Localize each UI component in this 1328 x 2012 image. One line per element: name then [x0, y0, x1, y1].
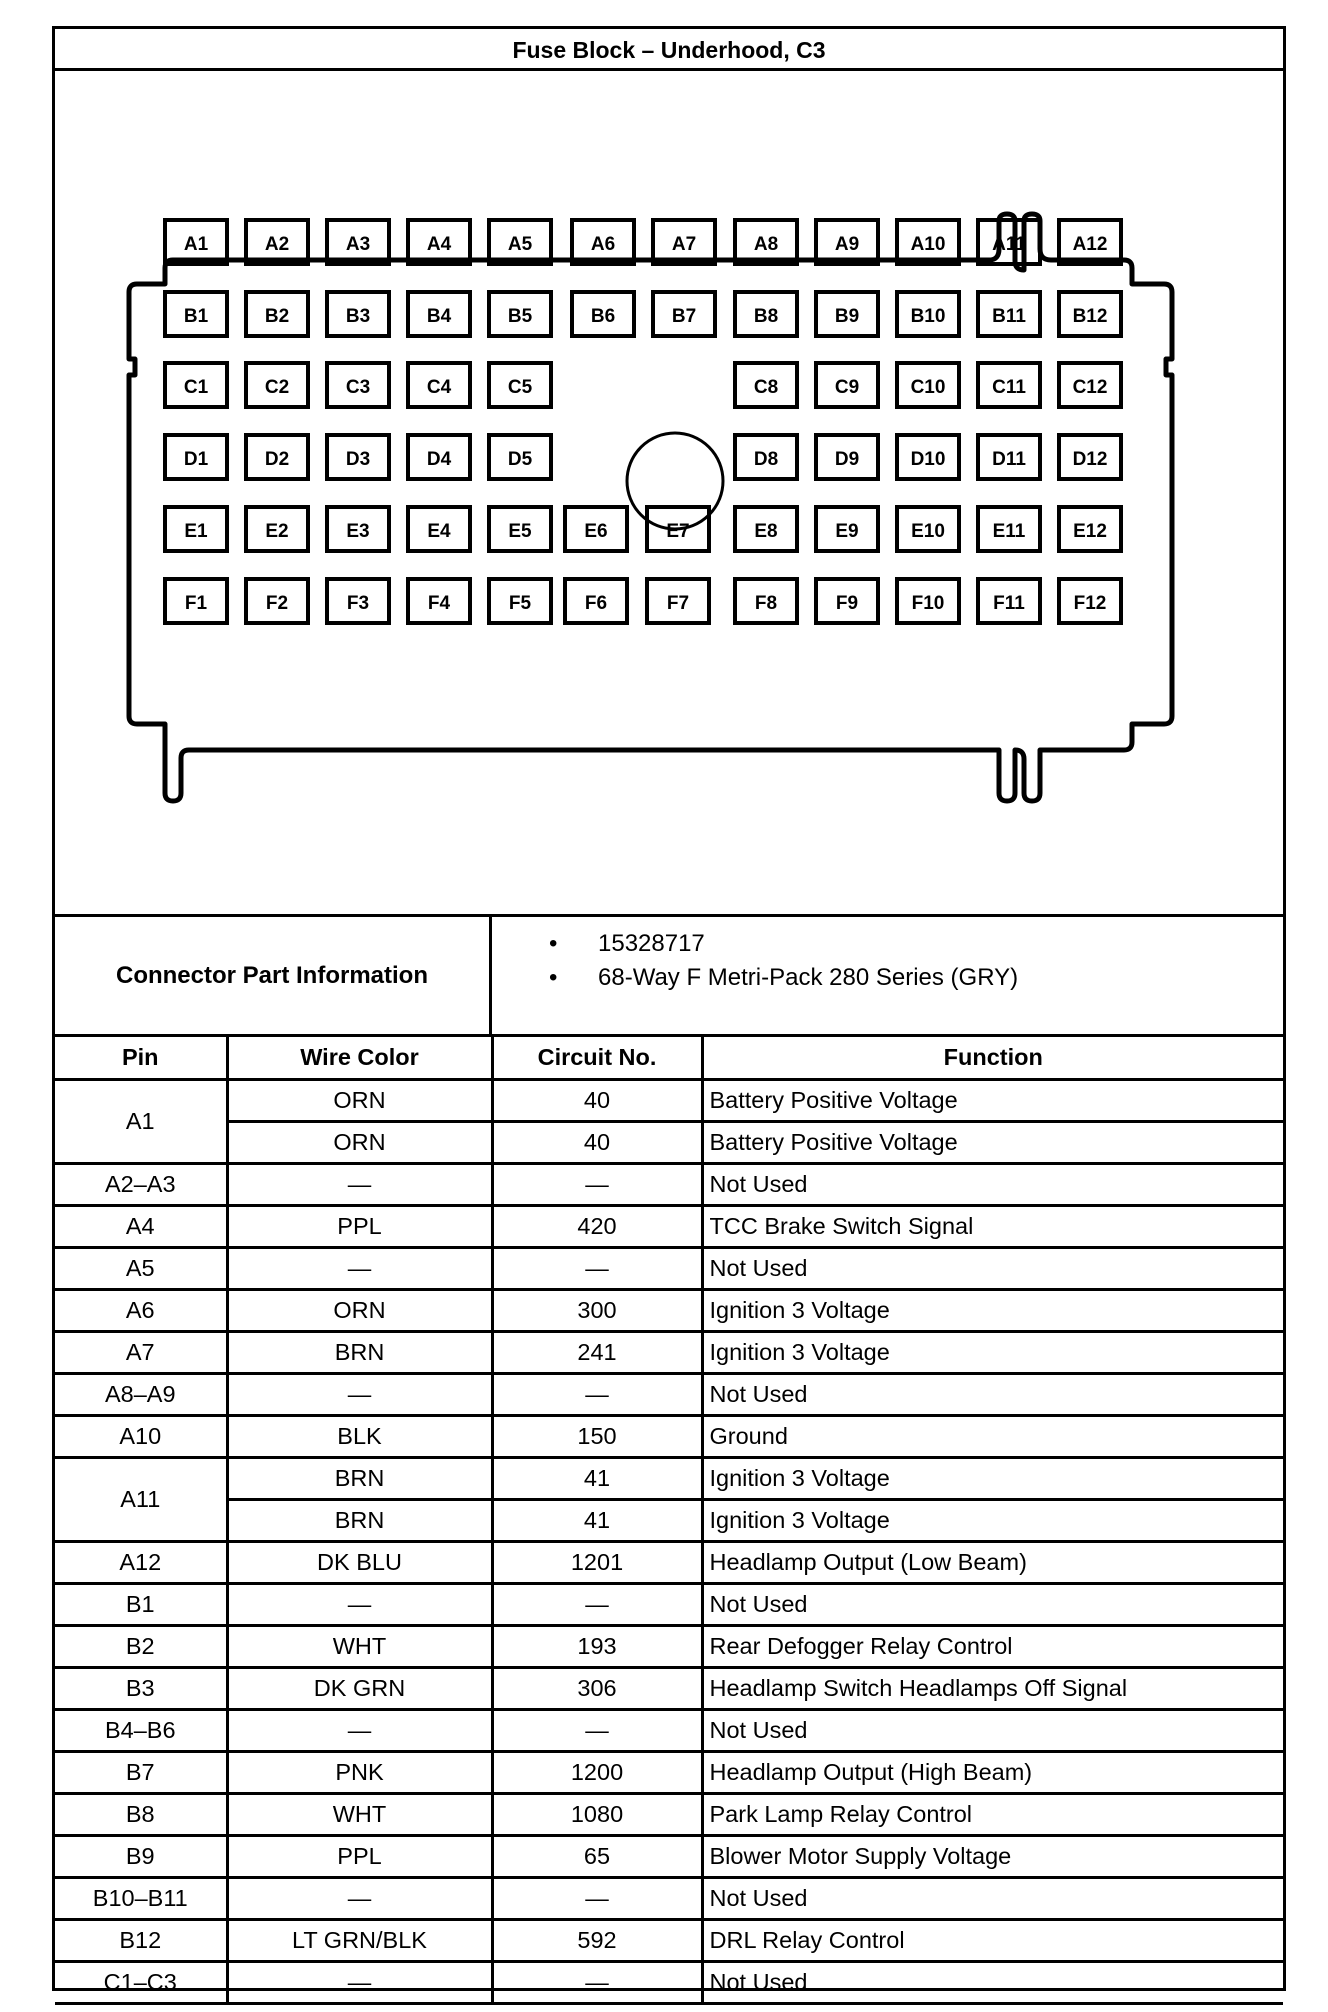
cavity-label: D9	[834, 449, 860, 470]
pin-cell: B4–B6	[55, 1709, 227, 1751]
cavity-label: B9	[834, 306, 860, 327]
cavity-label: F5	[508, 593, 532, 614]
circuit-no-cell: 193	[492, 1625, 702, 1667]
cavity-d12	[1059, 435, 1121, 479]
cavity-label: D2	[264, 449, 290, 470]
circuit-no-cell: —	[492, 1163, 702, 1205]
cavity-a11	[978, 220, 1040, 264]
cavity-label: C5	[507, 377, 533, 398]
cavity-a4	[408, 220, 470, 264]
cavity-label: D12	[1072, 449, 1108, 470]
header-wire-color: Wire Color	[227, 1037, 492, 1079]
table-row	[55, 1373, 1283, 1415]
cavity-f9	[816, 579, 878, 623]
cavity-f8	[735, 579, 797, 623]
table-row	[55, 1121, 1283, 1163]
cavity-b4	[408, 292, 470, 336]
cavity-a6	[572, 220, 634, 264]
pin-cell: A11	[55, 1457, 227, 1541]
cavity-c8	[735, 363, 797, 407]
cavity-d10	[897, 435, 959, 479]
cavity-e12	[1059, 507, 1121, 551]
function-cell: Not Used	[702, 1247, 1283, 1289]
table-row	[55, 1877, 1283, 1919]
cavity-e1	[165, 507, 227, 551]
cavity-e2	[246, 507, 308, 551]
pin-cell: A7	[55, 1331, 227, 1373]
cavity-label: E11	[992, 521, 1026, 542]
cavity-b1	[165, 292, 227, 336]
circuit-no-cell: 150	[492, 1415, 702, 1457]
cavity-a5	[489, 220, 551, 264]
table-header-row	[55, 1037, 1283, 1079]
cavity-label: C10	[910, 377, 946, 398]
part-number: • 15328717	[492, 927, 1018, 961]
cavity-a8	[735, 220, 797, 264]
cavity-e11	[978, 507, 1040, 551]
cavity-label: D8	[753, 449, 779, 470]
circuit-no-cell: 41	[492, 1457, 702, 1499]
cavity-label: B5	[507, 306, 533, 327]
wire-color-cell: ORN	[227, 1079, 492, 1121]
cavity-e5	[489, 507, 551, 551]
table-row	[55, 1415, 1283, 1457]
cavity-label: A6	[590, 234, 616, 255]
cavity-label: E1	[184, 521, 208, 542]
wire-color-cell: —	[227, 1877, 492, 1919]
table-row	[55, 1457, 1283, 1499]
wire-color-cell: ORN	[227, 1121, 492, 1163]
cavity-a9	[816, 220, 878, 264]
pin-cell: B2	[55, 1625, 227, 1667]
cavity-a3	[327, 220, 389, 264]
function-cell: Park Lamp Relay Control	[702, 1793, 1283, 1835]
pin-cell: A10	[55, 1415, 227, 1457]
cavity-c12	[1059, 363, 1121, 407]
cavity-label: C11	[992, 377, 1026, 398]
cavity-label: A5	[507, 234, 533, 255]
cavity-f7	[647, 579, 709, 623]
pin-cell: B8	[55, 1793, 227, 1835]
cavity-e9	[816, 507, 878, 551]
pin-cell: B10–B11	[55, 1877, 227, 1919]
cavity-label: C1	[183, 377, 209, 398]
circuit-no-cell: 1200	[492, 1751, 702, 1793]
function-cell: Not Used	[702, 1709, 1283, 1751]
function-cell: Headlamp Switch Headlamps Off Signal	[702, 1667, 1283, 1709]
cavity-label: A7	[671, 234, 697, 255]
cavity-c11	[978, 363, 1040, 407]
function-cell: Battery Positive Voltage	[702, 1079, 1283, 1121]
wire-color-cell: WHT	[227, 1625, 492, 1667]
cavity-e6	[565, 507, 627, 551]
cavity-b12	[1059, 292, 1121, 336]
cavity-label: F6	[584, 593, 608, 614]
cavity-d9	[816, 435, 878, 479]
cavity-label: B4	[426, 306, 452, 327]
cavity-label: B6	[590, 306, 616, 327]
wire-color-cell: PPL	[227, 1835, 492, 1877]
function-cell: Battery Positive Voltage	[702, 1121, 1283, 1163]
wire-color-cell: BRN	[227, 1499, 492, 1541]
pin-table	[55, 1037, 1283, 2005]
wire-color-cell: BRN	[227, 1457, 492, 1499]
circuit-no-cell: 420	[492, 1205, 702, 1247]
cavity-c3	[327, 363, 389, 407]
function-cell: Ignition 3 Voltage	[702, 1457, 1283, 1499]
cavity-b2	[246, 292, 308, 336]
circuit-no-cell: —	[492, 1877, 702, 1919]
connector-face-drawing	[55, 71, 1283, 917]
connector-series: • 68-Way F Metri-Pack 280 Series (GRY)	[492, 961, 1018, 995]
wire-color-cell: PPL	[227, 1205, 492, 1247]
cavity-label: B10	[910, 306, 946, 327]
wire-color-cell: PNK	[227, 1751, 492, 1793]
cavity-label: F9	[835, 593, 859, 614]
cavity-b11	[978, 292, 1040, 336]
circuit-no-cell: 592	[492, 1919, 702, 1961]
cavity-b5	[489, 292, 551, 336]
wire-color-cell: ORN	[227, 1289, 492, 1331]
circuit-no-cell: 1080	[492, 1793, 702, 1835]
cavity-d3	[327, 435, 389, 479]
wire-color-cell: LT GRN/BLK	[227, 1919, 492, 1961]
cavity-label: E10	[911, 521, 945, 542]
pin-cell: A2–A3	[55, 1163, 227, 1205]
circuit-no-cell: —	[492, 1709, 702, 1751]
cavity-label: C4	[426, 377, 452, 398]
pin-cell: A6	[55, 1289, 227, 1331]
cavity-c5	[489, 363, 551, 407]
circuit-no-cell: 1201	[492, 1541, 702, 1583]
wire-color-cell: WHT	[227, 1793, 492, 1835]
cavity-f5	[489, 579, 551, 623]
cavity-c10	[897, 363, 959, 407]
circuit-no-cell: —	[492, 1247, 702, 1289]
circuit-no-cell: 65	[492, 1835, 702, 1877]
table-row	[55, 1667, 1283, 1709]
cavity-c2	[246, 363, 308, 407]
cavity-b9	[816, 292, 878, 336]
table-row	[55, 1163, 1283, 1205]
cavity-f11	[978, 579, 1040, 623]
cavity-b8	[735, 292, 797, 336]
table-row	[55, 1961, 1283, 2003]
cavity-label: A12	[1072, 234, 1108, 255]
pin-cell: C1–C3	[55, 1961, 227, 2003]
table-row	[55, 1079, 1283, 1121]
cavity-label: D4	[426, 449, 452, 470]
cavity-e10	[897, 507, 959, 551]
cavity-label: A10	[910, 234, 946, 255]
function-cell: Not Used	[702, 1583, 1283, 1625]
wire-color-cell: BLK	[227, 1415, 492, 1457]
table-row	[55, 1247, 1283, 1289]
cavity-label: A1	[183, 234, 209, 255]
table-row	[55, 1625, 1283, 1667]
pin-cell: A1	[55, 1079, 227, 1163]
cavity-label: A3	[345, 234, 371, 255]
function-cell: Not Used	[702, 1961, 1283, 2003]
cavity-label: E9	[835, 521, 859, 542]
cavity-label: B7	[671, 306, 697, 327]
cavity-f10	[897, 579, 959, 623]
cavity-label: D10	[910, 449, 946, 470]
pin-cell: B1	[55, 1583, 227, 1625]
cavity-label: E7	[666, 521, 690, 542]
header-circuit-no: Circuit No.	[492, 1037, 702, 1079]
cavity-f3	[327, 579, 389, 623]
cavity-e7	[647, 507, 709, 551]
cavity-d8	[735, 435, 797, 479]
cavity-b6	[572, 292, 634, 336]
cavity-label: E6	[584, 521, 608, 542]
cavity-label: C12	[1072, 377, 1108, 398]
cavity-label: A9	[834, 234, 860, 255]
cavity-label: D11	[992, 449, 1026, 470]
cavity-d5	[489, 435, 551, 479]
function-cell: Ignition 3 Voltage	[702, 1289, 1283, 1331]
pin-cell: B9	[55, 1835, 227, 1877]
function-cell: Headlamp Output (High Beam)	[702, 1751, 1283, 1793]
pin-cell: B12	[55, 1919, 227, 1961]
cavity-d2	[246, 435, 308, 479]
cavity-c9	[816, 363, 878, 407]
cavity-label: B2	[264, 306, 290, 327]
cavity-label: A8	[753, 234, 779, 255]
table-row	[55, 1205, 1283, 1247]
connector-part-information	[55, 917, 1283, 1037]
wire-color-cell: —	[227, 1373, 492, 1415]
page-title: Fuse Block – Underhood, C3	[55, 29, 1283, 71]
cavity-label: F10	[911, 593, 945, 614]
table-row	[55, 1331, 1283, 1373]
circuit-no-cell: —	[492, 1373, 702, 1415]
circuit-no-cell: 40	[492, 1079, 702, 1121]
cavity-f6	[565, 579, 627, 623]
cavity-b10	[897, 292, 959, 336]
cavity-c1	[165, 363, 227, 407]
header-pin: Pin	[55, 1037, 227, 1079]
cavity-e8	[735, 507, 797, 551]
wire-color-cell: —	[227, 1709, 492, 1751]
wire-color-cell: —	[227, 1583, 492, 1625]
cavity-label: F7	[666, 593, 690, 614]
cavity-label: B11	[992, 306, 1026, 327]
table-row	[55, 1919, 1283, 1961]
table-row	[55, 1499, 1283, 1541]
cavity-label: E8	[754, 521, 778, 542]
cavity-label: B12	[1072, 306, 1108, 327]
cavity-label: A11	[992, 234, 1026, 255]
pin-cell: B7	[55, 1751, 227, 1793]
cavity-label: D1	[183, 449, 209, 470]
table-row	[55, 1751, 1283, 1793]
cavity-a7	[653, 220, 715, 264]
circuit-no-cell: 306	[492, 1667, 702, 1709]
circuit-no-cell: 300	[492, 1289, 702, 1331]
function-cell: TCC Brake Switch Signal	[702, 1205, 1283, 1247]
cavity-b7	[653, 292, 715, 336]
cavity-label: E4	[427, 521, 451, 542]
wire-color-cell: BRN	[227, 1331, 492, 1373]
cavity-label: A2	[264, 234, 290, 255]
function-cell: Not Used	[702, 1877, 1283, 1919]
cavity-label: B1	[183, 306, 209, 327]
function-cell: Ground	[702, 1415, 1283, 1457]
cavity-a2	[246, 220, 308, 264]
wire-color-cell: —	[227, 1163, 492, 1205]
cavity-label: D3	[345, 449, 371, 470]
cavity-label: D5	[507, 449, 533, 470]
connector-diagram	[55, 71, 1283, 917]
cavity-label: F8	[754, 593, 778, 614]
cavity-label: F12	[1073, 593, 1107, 614]
pin-cell: B3	[55, 1667, 227, 1709]
cavity-c4	[408, 363, 470, 407]
part-info-list	[492, 927, 1018, 995]
connector-sheet	[52, 26, 1286, 1995]
pin-cell: A5	[55, 1247, 227, 1289]
cavity-label: E12	[1073, 521, 1107, 542]
cavity-e3	[327, 507, 389, 551]
cavity-label: B3	[345, 306, 371, 327]
cavity-label: B8	[753, 306, 779, 327]
function-cell: Ignition 3 Voltage	[702, 1331, 1283, 1373]
function-cell: DRL Relay Control	[702, 1919, 1283, 1961]
cavity-label: E3	[346, 521, 370, 542]
table-row	[55, 1709, 1283, 1751]
cavity-label: C9	[834, 377, 860, 398]
pin-cell: A8–A9	[55, 1373, 227, 1415]
cavity-f2	[246, 579, 308, 623]
function-cell: Blower Motor Supply Voltage	[702, 1835, 1283, 1877]
cavity-b3	[327, 292, 389, 336]
cavity-label: C8	[753, 377, 779, 398]
cavity-label: C2	[264, 377, 290, 398]
wire-color-cell: —	[227, 1247, 492, 1289]
cavity-f12	[1059, 579, 1121, 623]
wire-color-cell: —	[227, 1961, 492, 2003]
function-cell: Not Used	[702, 1163, 1283, 1205]
cavity-label: F4	[427, 593, 451, 614]
part-info-label: Connector Part Information	[55, 917, 492, 1034]
function-cell: Not Used	[702, 1373, 1283, 1415]
table-row	[55, 1541, 1283, 1583]
table-row	[55, 1583, 1283, 1625]
cavity-e4	[408, 507, 470, 551]
table-row	[55, 1793, 1283, 1835]
cavity-d1	[165, 435, 227, 479]
cavity-label: E5	[508, 521, 532, 542]
circuit-no-cell: 241	[492, 1331, 702, 1373]
cavity-a12	[1059, 220, 1121, 264]
cavity-a10	[897, 220, 959, 264]
table-row	[55, 1289, 1283, 1331]
cavity-label: F2	[265, 593, 289, 614]
cavity-d4	[408, 435, 470, 479]
function-cell: Headlamp Output (Low Beam)	[702, 1541, 1283, 1583]
table-row	[55, 1835, 1283, 1877]
circuit-no-cell: —	[492, 1961, 702, 2003]
wire-color-cell: DK GRN	[227, 1667, 492, 1709]
pin-cell: A12	[55, 1541, 227, 1583]
function-cell: Ignition 3 Voltage	[702, 1499, 1283, 1541]
cavity-label: C3	[345, 377, 371, 398]
cavity-d11	[978, 435, 1040, 479]
cavity-label: F3	[346, 593, 370, 614]
pin-cell: A4	[55, 1205, 227, 1247]
cavity-label: A4	[426, 234, 452, 255]
circuit-no-cell: 40	[492, 1121, 702, 1163]
cavity-label: F1	[184, 593, 208, 614]
cavity-f1	[165, 579, 227, 623]
wire-color-cell: DK BLU	[227, 1541, 492, 1583]
function-cell: Rear Defogger Relay Control	[702, 1625, 1283, 1667]
cavity-label: F11	[993, 593, 1025, 614]
circuit-no-cell: 41	[492, 1499, 702, 1541]
cavity-a1	[165, 220, 227, 264]
cavity-f4	[408, 579, 470, 623]
circuit-no-cell: —	[492, 1583, 702, 1625]
cavity-label: E2	[265, 521, 289, 542]
header-function: Function	[702, 1037, 1283, 1079]
